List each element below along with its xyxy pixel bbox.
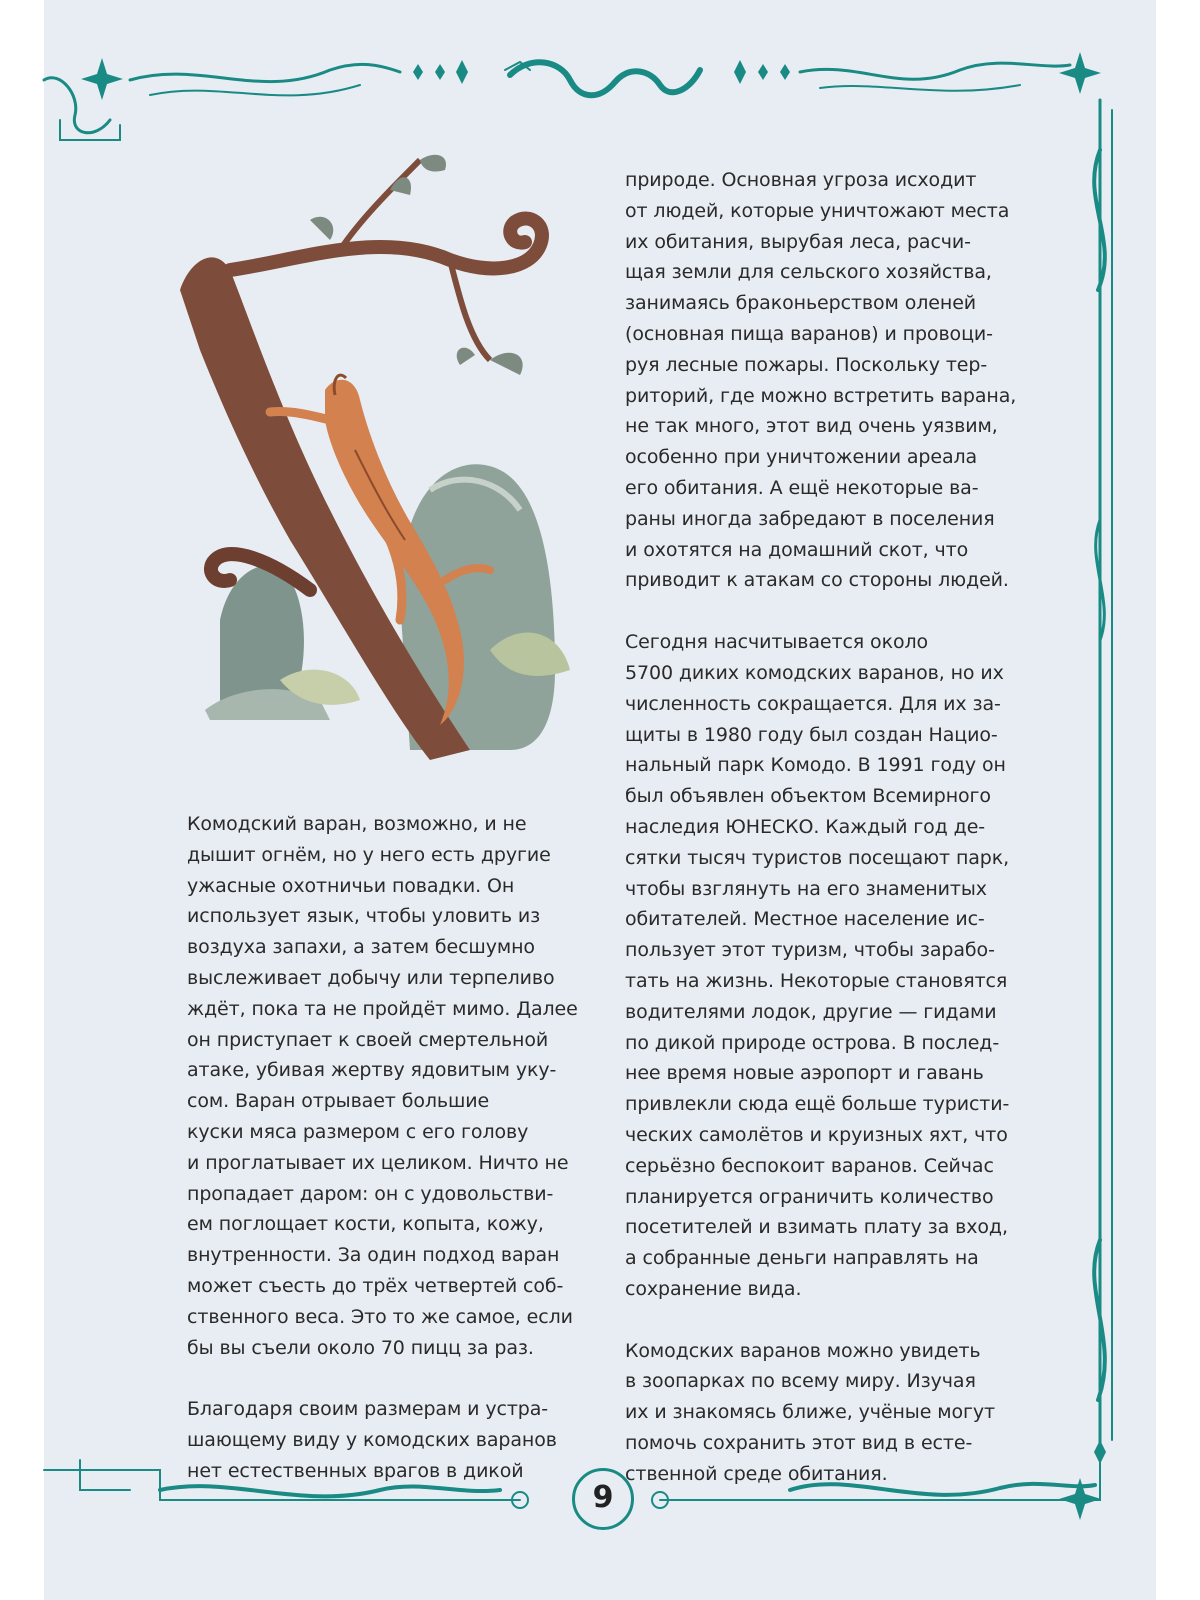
left-paragraph-2: Благодаря своим размерам и устра- шающему виду у комодских варанов нет естественных врагов в дикой — [187, 1398, 557, 1482]
left-text-column — [187, 809, 587, 1487]
komodo-dragon-illustration — [160, 150, 600, 780]
left-paragraph-1: Комодский варан, возможно, и не дышит огнём, но у него есть другие ужасные охотничьи повадки. Он использует язык, чтобы уловить из воздуха запахи, а затем бесшумно выслеживает добычу или терпеливо ждёт, пока та не пройдёт мимо. Далее он приступает к своей смертельной атаке, убивая жертву ядовитым уку- сом. Варан отрывает большие куски мяса размером с его голову и проглатывает их целиком. Ничто не пропадает даром: он с удовольстви- ем поглощает кости, копыта, кожу, внутренности. За один подход варан может съесть до трёх четвертей соб- ственного веса. Это то же самое, если бы вы съели около 70 пицц за раз. — [187, 813, 578, 1359]
right-paragraph-2: Сегодня насчитывается около 5700 диких комодских варанов, но их численность сокращается. Для их за- щиты в 1980 году был создан Нацио- нальный парк Комодо. В 1991 году он был объявлен объектом Всемирного наследия ЮНЕСКО. Каждый год де- сятки тысяч туристов посещают парк, чтобы взглянуть на его знаменитых обитателей. Местное население ис- пользует этот туризм, чтобы зарабо- тать на жизнь. Некоторые становятся водителями лодок, другие — гидами по дикой природе острова. В послед- нее время новые аэропорт и гавань привлекли сюда ещё больше туристи- ческих самолётов и круизных яхт, что серьёзно беспокоит варанов. Сейчас планируется ограничить количество посетителей и взимать плату за вход, а собранные деньги направлять на сохранение вида. — [625, 631, 1010, 1300]
page-number: 9 — [572, 1468, 634, 1530]
right-paragraph-3: Комодских варанов можно увидеть в зоопарках по всему миру. Изучая их и знакомясь ближе, учёные могут помочь сохранить этот вид в есте- ственной среде обитания. — [625, 1339, 995, 1485]
right-text-column — [625, 165, 1025, 1490]
right-paragraph-1: природе. Основная угроза исходит от людей, которые уничтожают места их обитания, вырубая леса, расчи- щая земли для сельского хозяйства, занимаясь браконьерством оленей (основная пища варанов) и провоци- руя лесные пожары. Поскольку тер- риторий, где можно встретить варана, не так много, этот вид очень уязвим, особенно при уничтожении ареала его обитания. А ещё некоторые ва- раны иногда забредают в поселения и охотятся на домашний скот, что приводит к атакам со стороны людей. — [625, 169, 1017, 592]
tree-branch — [230, 219, 542, 270]
